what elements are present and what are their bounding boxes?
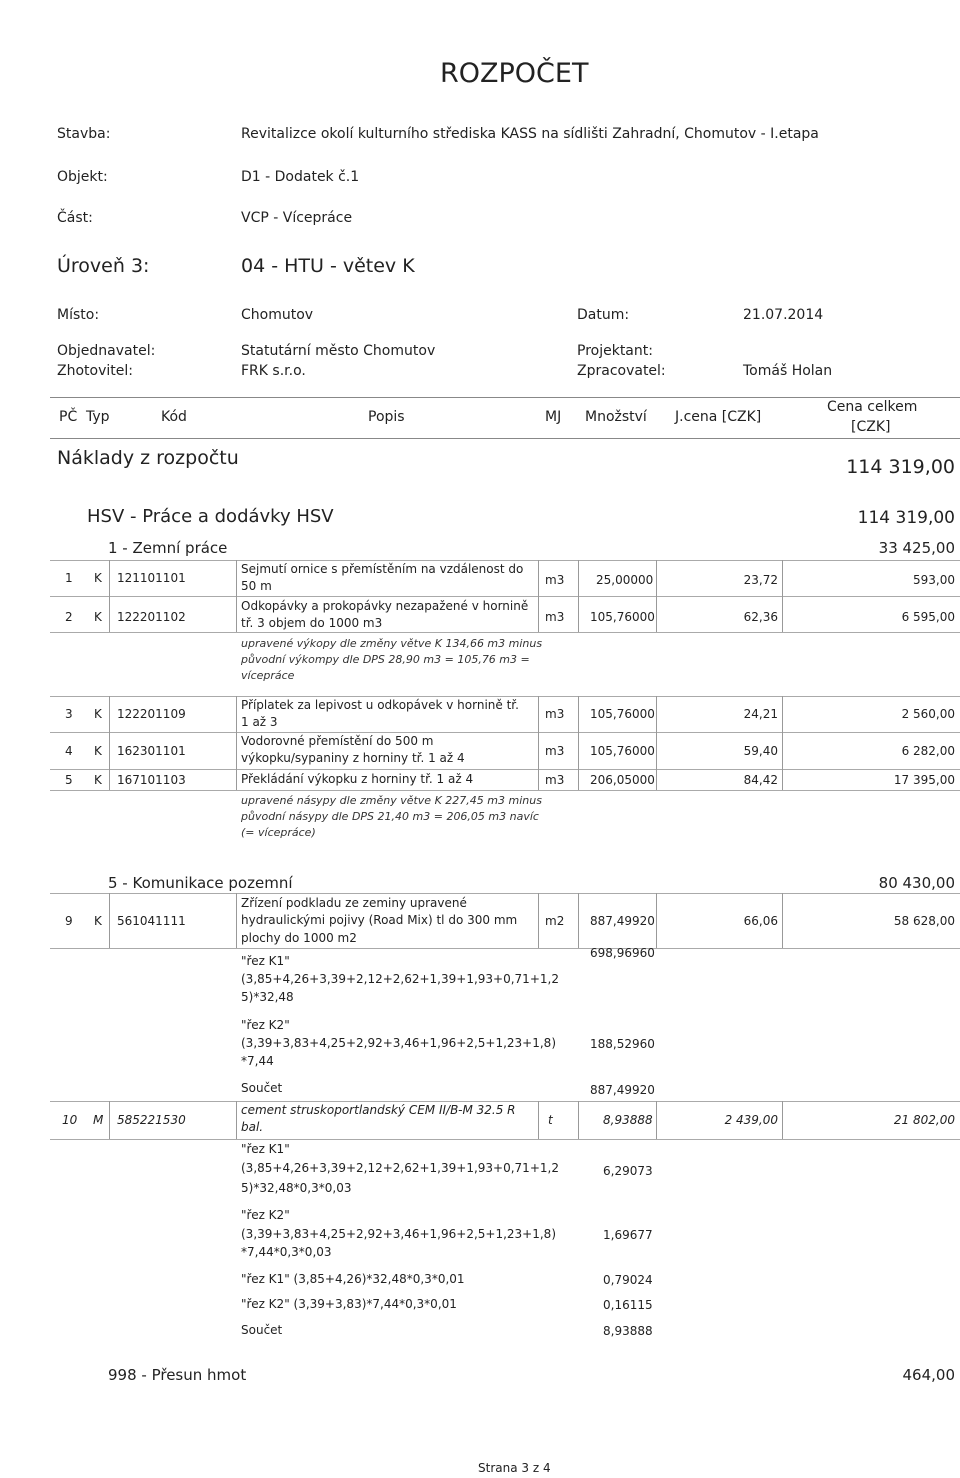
col-popis: Popis — [368, 409, 405, 425]
presun-total: 464,00 — [902, 1366, 955, 1384]
column-divider — [782, 696, 783, 790]
column-divider — [782, 1101, 783, 1139]
projektant-label: Projektant: — [577, 343, 653, 359]
calc-line: "řez K1" — [241, 1142, 290, 1156]
col-jcena: J.cena [CZK] — [675, 409, 762, 425]
column-divider — [109, 560, 110, 632]
calc-line: 5)*32,48*0,3*0,03 — [241, 1181, 352, 1195]
col-pc: PČ — [59, 409, 78, 425]
zemni-total: 33 425,00 — [878, 539, 955, 557]
item-kod: 167101103 — [117, 773, 186, 787]
item-mnozstvi: 105,76000 — [590, 610, 655, 624]
cast-label: Část: — [57, 210, 93, 226]
item-mj: m3 — [545, 773, 565, 787]
item-typ: K — [94, 744, 102, 758]
item-celkem: 58 628,00 — [893, 914, 955, 928]
calc-line: (3,39+3,83+4,25+2,92+3,46+1,96+2,5+1,23+1,8) — [241, 1227, 556, 1241]
hsv-total: 114 319,00 — [857, 508, 955, 528]
note-line: původní násypy dle DPS 21,40 m3 = 206,05 m3 navíc — [241, 810, 539, 823]
calc-line: Součet — [241, 1081, 283, 1095]
item-kod: 121101101 — [117, 571, 186, 585]
objekt-value: D1 - Dodatek č.1 — [241, 169, 360, 185]
row-line — [50, 948, 960, 949]
item-typ: K — [94, 571, 102, 585]
item-mnozstvi: 105,76000 — [590, 744, 655, 758]
calc-value: 188,52960 — [590, 1037, 655, 1051]
zpracovatel-label: Zpracovatel: — [577, 363, 666, 379]
item-jcena: 24,21 — [743, 707, 778, 721]
item-popis-1: cement struskoportlandský CEM II/B-M 32.5 R — [241, 1103, 516, 1117]
item-mj: t — [548, 1113, 553, 1127]
row-line — [50, 1101, 960, 1102]
note-line: původní výkompy dle DPS 28,90 m3 = 105,76 m3 = — [241, 653, 530, 666]
row-line — [50, 632, 960, 633]
item-kod: 122201102 — [117, 610, 186, 624]
datum-label: Datum: — [577, 307, 630, 323]
item-mnozstvi: 206,05000 — [590, 773, 655, 787]
misto-value: Chomutov — [241, 307, 314, 323]
datum-value: 21.07.2014 — [743, 307, 824, 323]
row-line — [50, 732, 960, 733]
header-top-line — [50, 397, 960, 398]
item-popis-1: Sejmutí ornice s přemístěním na vzdálenost do — [241, 562, 524, 576]
header-bottom-line — [50, 438, 960, 439]
item-celkem: 6 595,00 — [901, 610, 955, 624]
item-mj: m3 — [545, 744, 565, 758]
item-mnozstvi: 8,93888 — [603, 1113, 653, 1127]
item-celkem: 2 560,00 — [901, 707, 955, 721]
item-pc: 2 — [65, 610, 73, 624]
item-popis-2: výkopku/sypaniny z horniny tř. 1 až 4 — [241, 751, 465, 765]
row-line — [50, 790, 960, 791]
item-celkem: 21 802,00 — [893, 1113, 955, 1127]
item-pc: 10 — [62, 1113, 78, 1127]
calc-value: 0,16115 — [603, 1298, 653, 1312]
note-line: upravené násypy dle změny větve K 227,45 m3 minus — [241, 794, 542, 807]
calc-value: 6,29073 — [603, 1164, 653, 1178]
item-kod: 122201109 — [117, 707, 186, 721]
item-popis-2: 50 m — [241, 579, 272, 593]
item-jcena: 59,40 — [743, 744, 778, 758]
item-mnozstvi: 105,76000 — [590, 707, 655, 721]
col-typ: Typ — [86, 409, 110, 425]
column-divider — [578, 560, 579, 632]
col-celkem-2: [CZK] — [851, 419, 891, 435]
calc-value: 8,93888 — [603, 1324, 653, 1338]
zemni-label: 1 - Zemní práce — [108, 539, 228, 557]
item-celkem: 6 282,00 — [901, 744, 955, 758]
item-mj: m2 — [545, 914, 565, 928]
page-number: Strana 3 z 4 — [478, 1461, 551, 1475]
item-popis-2: hydraulickými pojivy (Road Mix) tl do 300 mm — [241, 913, 518, 927]
note-line: (= vícepráce) — [241, 826, 316, 839]
item-jcena: 62,36 — [743, 610, 778, 624]
naklady-label: Náklady z rozpočtu — [57, 447, 239, 469]
misto-label: Místo: — [57, 307, 100, 323]
calc-line: *7,44 — [241, 1054, 274, 1068]
note-line: vícepráce — [241, 669, 295, 682]
column-divider — [538, 1101, 539, 1139]
hsv-label: HSV - Práce a dodávky HSV — [87, 506, 334, 527]
col-mnozstvi: Množství — [585, 409, 647, 425]
item-pc: 3 — [65, 707, 73, 721]
item-typ: K — [94, 610, 102, 624]
calc-value: 0,79024 — [603, 1273, 653, 1287]
calc-line: "řez K1" (3,85+4,26)*32,48*0,3*0,01 — [241, 1272, 465, 1286]
objekt-label: Objekt: — [57, 169, 108, 185]
objednavatel-label: Objednavatel: — [57, 343, 156, 359]
item-mj: m3 — [545, 573, 565, 587]
item-typ: K — [94, 914, 102, 928]
col-mj: MJ — [545, 409, 562, 425]
item-mj: m3 — [545, 707, 565, 721]
column-divider — [578, 893, 579, 948]
calc-value: 1,69677 — [603, 1228, 653, 1242]
stavba-label: Stavba: — [57, 126, 111, 142]
item-popis-1: Zřízení podkladu ze zeminy upravené — [241, 896, 467, 910]
calc-line: (3,85+4,26+3,39+2,12+2,62+1,39+1,93+0,71+1,2 — [241, 972, 559, 986]
item-typ: K — [94, 707, 102, 721]
column-divider — [782, 560, 783, 632]
column-divider — [538, 560, 539, 632]
column-divider — [236, 1101, 237, 1139]
cast-value: VCP - Vícepráce — [241, 210, 353, 226]
komunikace-total: 80 430,00 — [878, 874, 955, 892]
item-kod: 561041111 — [117, 914, 186, 928]
item-kod: 162301101 — [117, 744, 186, 758]
column-divider — [109, 893, 110, 948]
column-divider — [109, 696, 110, 790]
note-line: upravené výkopy dle změny větve K 134,66 m3 minus — [241, 637, 543, 650]
item-jcena: 2 439,00 — [724, 1113, 778, 1127]
column-divider — [656, 1101, 657, 1139]
item-pc: 5 — [65, 773, 73, 787]
item-popis-2: 1 až 3 — [241, 715, 278, 729]
row-line — [50, 1139, 960, 1140]
item-popis-2: tř. 3 objem do 1000 m3 — [241, 616, 383, 630]
item-popis-1: Odkopávky a prokopávky nezapažené v hornině — [241, 599, 529, 613]
row-line — [50, 893, 960, 894]
uroven-label: Úroveň 3: — [57, 255, 150, 277]
column-divider — [578, 1101, 579, 1139]
column-divider — [109, 1101, 110, 1139]
item-celkem: 17 395,00 — [893, 773, 955, 787]
column-divider — [656, 696, 657, 790]
item-mnozstvi: 887,49920 — [590, 914, 655, 928]
column-divider — [538, 696, 539, 790]
item-popis-1: Vodorovné přemístění do 500 m — [241, 734, 434, 748]
column-divider — [782, 893, 783, 948]
calc-line: *7,44*0,3*0,03 — [241, 1245, 332, 1259]
col-celkem-1: Cena celkem — [827, 399, 918, 415]
item-mj: m3 — [545, 610, 565, 624]
item-popis-2: bal. — [241, 1120, 264, 1134]
item-pc: 1 — [65, 571, 73, 585]
calc-value: 887,49920 — [590, 1083, 655, 1097]
row-line — [50, 596, 960, 597]
calc-line: 5)*32,48 — [241, 990, 294, 1004]
column-divider — [656, 560, 657, 632]
row-line — [50, 560, 960, 561]
calc-line: Součet — [241, 1323, 283, 1337]
item-pc: 4 — [65, 744, 73, 758]
calc-line: "řez K1" — [241, 954, 290, 968]
column-divider — [236, 560, 237, 632]
row-line — [50, 769, 960, 770]
col-kod: Kód — [161, 409, 187, 425]
uroven-value: 04 - HTU - větev K — [241, 255, 415, 277]
column-divider — [236, 696, 237, 790]
zhotovitel-value: FRK s.r.o. — [241, 363, 306, 379]
calc-line: "řez K2" — [241, 1208, 290, 1222]
item-celkem: 593,00 — [913, 573, 955, 587]
item-typ: M — [93, 1113, 104, 1127]
column-divider — [578, 696, 579, 790]
item-pc: 9 — [65, 914, 73, 928]
naklady-total: 114 319,00 — [846, 456, 955, 478]
calc-line: "řez K2" — [241, 1018, 290, 1032]
column-divider — [236, 893, 237, 948]
item-jcena: 23,72 — [743, 573, 778, 587]
stavba-value: Revitalizce okolí kulturního střediska KASS na sídlišti Zahradní, Chomutov - I.etapa — [241, 126, 819, 142]
page-title: ROZPOČET — [440, 58, 589, 89]
row-line — [50, 696, 960, 697]
zhotovitel-label: Zhotovitel: — [57, 363, 133, 379]
item-jcena: 84,42 — [743, 773, 778, 787]
objednavatel-value: Statutární město Chomutov — [241, 343, 436, 359]
zpracovatel-value: Tomáš Holan — [743, 363, 833, 379]
presun-label: 998 - Přesun hmot — [108, 1366, 247, 1384]
calc-value: 698,96960 — [590, 946, 655, 960]
item-popis-3: plochy do 1000 m2 — [241, 931, 357, 945]
calc-line: (3,39+3,83+4,25+2,92+3,46+1,96+2,5+1,23+1,8) — [241, 1036, 556, 1050]
item-kod: 585221530 — [117, 1113, 186, 1127]
calc-line: (3,85+4,26+3,39+2,12+2,62+1,39+1,93+0,71+1,2 — [241, 1161, 559, 1175]
item-popis-1: Překládání výkopku z horniny tř. 1 až 4 — [241, 772, 474, 786]
komunikace-label: 5 - Komunikace pozemní — [108, 874, 293, 892]
item-popis-1: Příplatek za lepivost u odkopávek v hornině tř. — [241, 698, 519, 712]
column-divider — [538, 893, 539, 948]
column-divider — [656, 893, 657, 948]
item-jcena: 66,06 — [743, 914, 778, 928]
item-mnozstvi: 25,00000 — [596, 573, 654, 587]
item-typ: K — [94, 773, 102, 787]
calc-line: "řez K2" (3,39+3,83)*7,44*0,3*0,01 — [241, 1297, 457, 1311]
